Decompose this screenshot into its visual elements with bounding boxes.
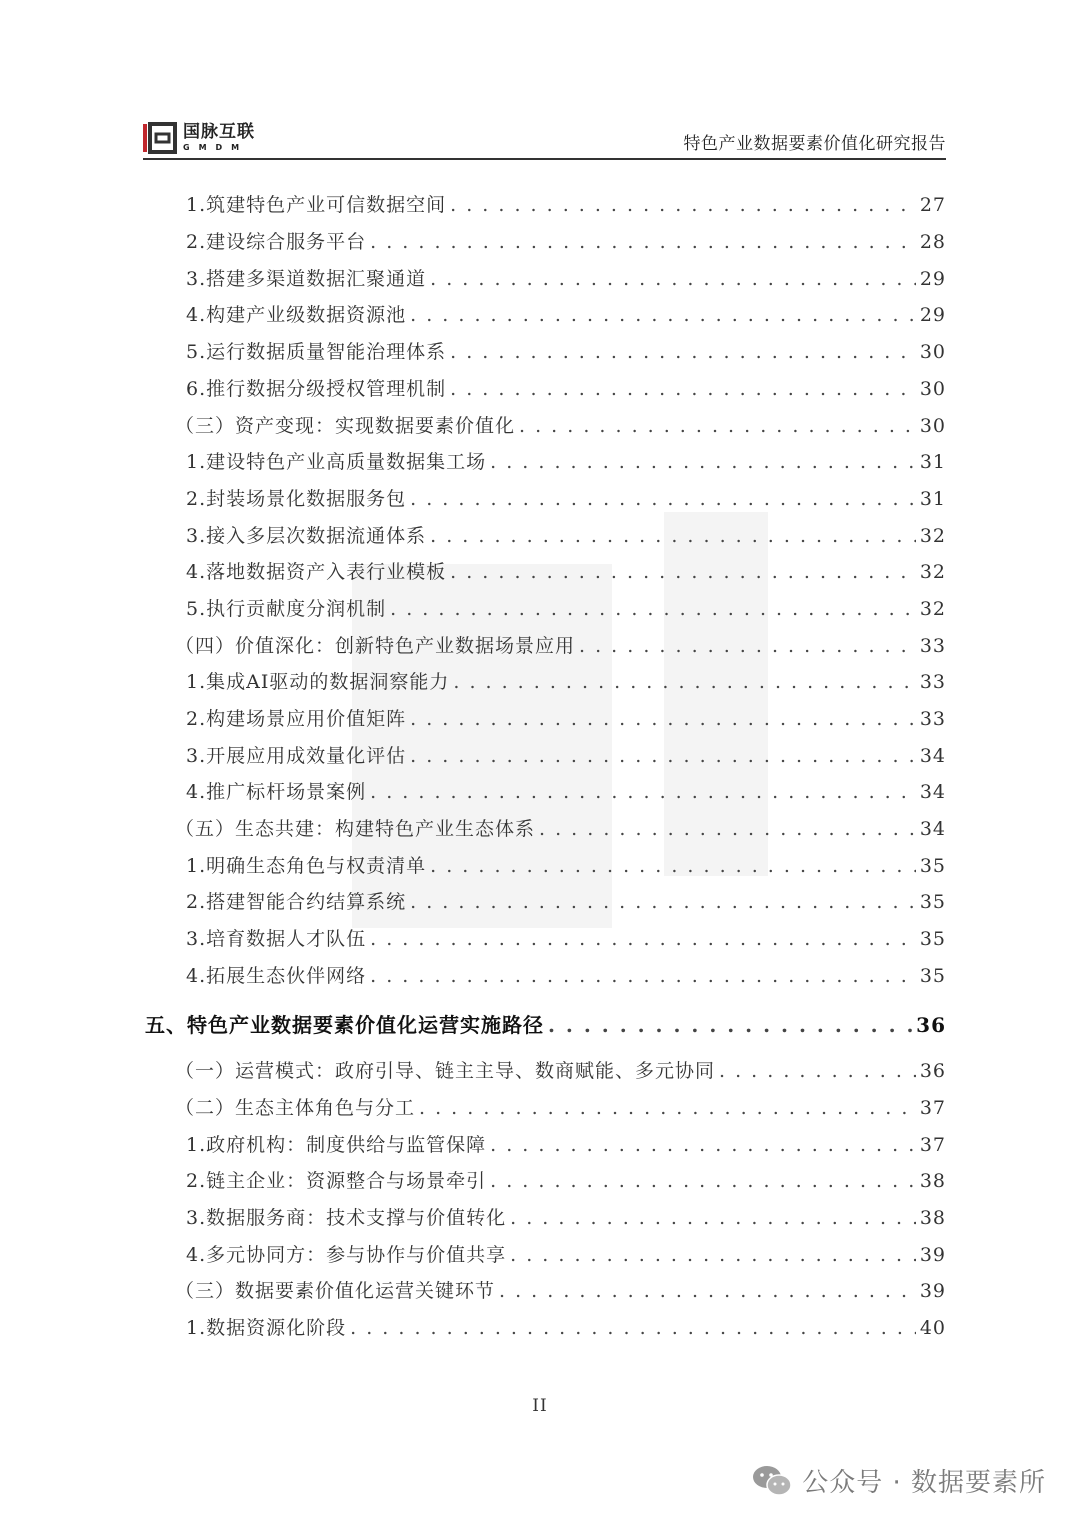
toc-entry-page: 30 (919, 415, 946, 437)
toc-entry-title: 1.集成AI驱动的数据洞察能力 (186, 671, 450, 693)
toc-entry[interactable] (175, 631, 946, 658)
toc-leader-dots (519, 415, 916, 437)
toc-entry[interactable] (186, 521, 946, 548)
logo-subtitle: GMDM (183, 143, 249, 152)
toc-leader-dots (390, 598, 916, 620)
wechat-watermark (752, 1462, 1046, 1499)
toc-entry-title: 3.开展应用成效量化评估 (186, 745, 407, 767)
toc-leader-dots (410, 708, 916, 730)
toc-leader-dots (499, 1280, 916, 1302)
toc-entry-title: 2.搭建智能合约结算系统 (186, 891, 407, 913)
toc-entry-title: （五）生态共建：构建特色产业生态体系 (175, 818, 536, 840)
toc-leader-dots (419, 1097, 916, 1119)
toc-entry-page: 40 (919, 1317, 946, 1339)
toc-entry-title: 2.封装场景化数据服务包 (186, 488, 407, 510)
toc-entry-page: 36 (916, 1013, 946, 1037)
toc-leader-dots (370, 781, 916, 803)
toc-entry-title: 4.落地数据资产入表行业模板 (186, 561, 447, 583)
toc-leader-dots (510, 1244, 916, 1266)
toc-entry-title: 五、特色产业数据要素价值化运营实施路径 (145, 1013, 544, 1037)
toc-entry-title: 1.筑建特色产业可信数据空间 (186, 194, 447, 216)
toc-leader-dots (450, 194, 916, 216)
toc-entry[interactable] (186, 1166, 946, 1193)
toc-entry[interactable] (186, 1130, 946, 1157)
toc-entry-page: 39 (919, 1244, 946, 1266)
toc-leader-dots (370, 231, 916, 253)
toc-entry[interactable] (186, 374, 946, 401)
toc-entry[interactable] (186, 300, 946, 327)
toc-entry-title: 1.建设特色产业高质量数据集工场 (186, 451, 487, 473)
toc-entry-page: 31 (919, 488, 946, 510)
toc-entry-page: 33 (919, 635, 946, 657)
toc-entry[interactable] (175, 411, 946, 438)
watermark-text: 公众号 · 数据要素所 (802, 1468, 1046, 1498)
toc-entry-page: 30 (919, 341, 946, 363)
toc-entry-title: （二）生态主体角色与分工 (175, 1097, 416, 1119)
toc-entry[interactable] (186, 447, 946, 474)
toc-entry-title: 2.链主企业：资源整合与场景牵引 (186, 1170, 487, 1192)
toc-leader-dots (490, 1134, 916, 1156)
toc-entry[interactable] (186, 1203, 946, 1230)
toc-entry[interactable] (186, 484, 946, 511)
toc-entry[interactable] (186, 851, 946, 878)
toc-entry-page: 31 (919, 451, 946, 473)
toc-entry-page: 35 (919, 928, 946, 950)
toc-entry-page: 32 (919, 525, 946, 547)
toc-leader-dots (410, 745, 916, 767)
toc-entry-title: 3.搭建多渠道数据汇聚通道 (186, 268, 427, 290)
toc-entry-page: 37 (919, 1097, 946, 1119)
toc-leader-dots (430, 855, 916, 877)
report-title: 特色产业数据要素价值化研究报告 (683, 134, 946, 154)
toc-entry-title: 1.政府机构：制度供给与监管保障 (186, 1134, 487, 1156)
toc-entry[interactable] (186, 887, 946, 914)
toc-entry[interactable] (186, 741, 946, 768)
toc-leader-dots (350, 1317, 916, 1339)
toc-entry-title: （一）运营模式：政府引导、链主主导、数商赋能、多元协同 (175, 1060, 716, 1082)
toc-entry-title: 2.建设综合服务平台 (186, 231, 367, 253)
toc-entry-title: 1.明确生态角色与权责清单 (186, 855, 427, 877)
toc-entry-page: 29 (919, 304, 946, 326)
toc-entry-page: 37 (919, 1134, 946, 1156)
toc-entry-title: 5.执行贡献度分润机制 (186, 598, 387, 620)
toc-leader-dots (579, 635, 916, 657)
toc-leader-dots (450, 341, 916, 363)
toc-entry-page: 34 (919, 781, 946, 803)
toc-entry[interactable] (186, 777, 946, 804)
toc-entry[interactable] (186, 594, 946, 621)
toc-entry[interactable] (186, 961, 946, 988)
toc-entry-page: 30 (919, 378, 946, 400)
toc-entry-page: 39 (919, 1280, 946, 1302)
toc-leader-dots (453, 671, 915, 693)
toc-leader-dots (410, 304, 916, 326)
toc-entry-page: 35 (919, 855, 946, 877)
toc-entry[interactable] (186, 924, 946, 951)
toc-entry[interactable] (175, 1056, 946, 1083)
toc-entry-page: 28 (919, 231, 946, 253)
toc-leader-dots (430, 525, 916, 547)
toc-entry-title: 3.培育数据人才队伍 (186, 928, 367, 950)
toc-leader-dots (510, 1207, 916, 1229)
toc-leader-dots (548, 1013, 912, 1037)
toc-leader-dots (539, 818, 916, 840)
toc-entry-page: 34 (919, 745, 946, 767)
toc-entry-page: 27 (919, 194, 946, 216)
toc-entry[interactable] (186, 1313, 946, 1340)
toc-leader-dots (450, 378, 916, 400)
toc-leader-dots (410, 891, 916, 913)
toc-entry-title: （三）资产变现：实现数据要素价值化 (175, 415, 516, 437)
toc-entry-page: 34 (919, 818, 946, 840)
toc-leader-dots (450, 561, 916, 583)
logo-name: 国脉互联 (183, 122, 255, 142)
toc-entry-title: 3.接入多层次数据流通体系 (186, 525, 427, 547)
toc-entry[interactable] (186, 704, 946, 731)
toc-entry[interactable] (175, 814, 946, 841)
toc-leader-dots (719, 1060, 916, 1082)
toc-leader-dots (370, 928, 916, 950)
toc-entry-title: 4.推广标杆场景案例 (186, 781, 367, 803)
toc-entry-title: 5.运行数据质量智能治理体系 (186, 341, 447, 363)
toc-entry-page: 38 (919, 1170, 946, 1192)
toc-leader-dots (490, 451, 916, 473)
toc-entry-title: 2.构建场景应用价值矩阵 (186, 708, 407, 730)
toc-entry[interactable] (175, 1276, 946, 1303)
toc-leader-dots (490, 1170, 916, 1192)
toc-entry-page: 35 (919, 965, 946, 987)
toc-entry-title: （三）数据要素价值化运营关键环节 (175, 1280, 496, 1302)
toc-leader-dots (410, 488, 916, 510)
toc-entry-page: 32 (919, 598, 946, 620)
toc-entry[interactable] (186, 264, 946, 291)
toc-entry[interactable] (186, 227, 946, 254)
toc-entry[interactable] (145, 1009, 946, 1038)
wechat-icon (752, 1464, 792, 1498)
toc-entry-title: 6.推行数据分级授权管理机制 (186, 378, 447, 400)
toc-leader-dots (370, 965, 916, 987)
toc-entry[interactable] (175, 1093, 946, 1120)
toc-entry[interactable] (186, 190, 946, 217)
toc-entry-title: 4.构建产业级数据资源池 (186, 304, 407, 326)
toc-entry[interactable] (186, 667, 946, 694)
toc-entry-page: 33 (919, 671, 946, 693)
toc-entry-title: 4.多元协同方：参与协作与价值共享 (186, 1244, 507, 1266)
page-number: II (532, 1396, 548, 1416)
toc-entry[interactable] (186, 557, 946, 584)
toc-entry-page: 29 (919, 268, 946, 290)
toc-entry-title: 3.数据服务商：技术支撑与价值转化 (186, 1207, 507, 1229)
toc-entry-page: 35 (919, 891, 946, 913)
toc-entry-page: 32 (919, 561, 946, 583)
toc-entry-title: 4.拓展生态伙伴网络 (186, 965, 367, 987)
toc-entry-page: 33 (919, 708, 946, 730)
toc-leader-dots (430, 268, 916, 290)
toc-entry-page: 38 (919, 1207, 946, 1229)
toc-entry-title: 1.数据资源化阶段 (186, 1317, 347, 1339)
toc-entry[interactable] (186, 1240, 946, 1267)
toc-entry-page: 36 (919, 1060, 946, 1082)
toc-entry-title: （四）价值深化：创新特色产业数据场景应用 (175, 635, 576, 657)
toc-entry[interactable] (186, 337, 946, 364)
